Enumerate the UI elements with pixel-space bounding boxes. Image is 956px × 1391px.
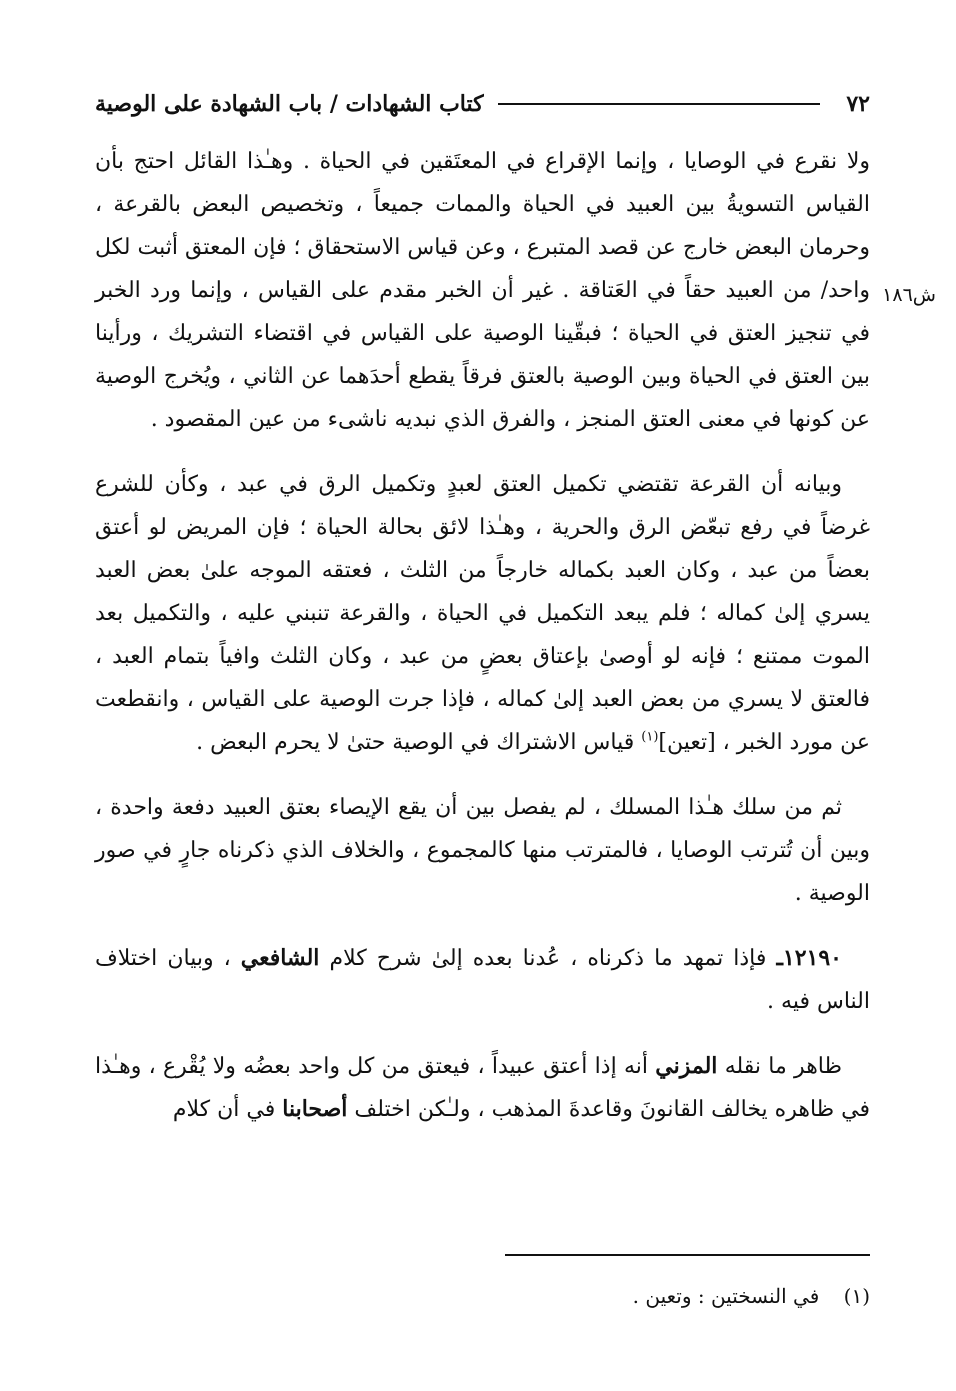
paragraph-2: [95, 463, 870, 764]
paragraph-number: ١٢١٩٠ـ: [776, 945, 842, 971]
name-shafii: الشافعي: [240, 945, 320, 971]
paragraph-5-text-a: ظاهر ما نقله: [717, 1054, 843, 1079]
paragraph-4: [95, 937, 870, 1023]
footnote-text: في النسختين : وتعين .: [632, 1284, 820, 1308]
header-rule: [498, 103, 821, 105]
page-header: [95, 88, 870, 120]
footnote-rule: [505, 1254, 870, 1256]
footnote: [500, 1284, 870, 1308]
paragraph-3: ثم من سلك هـٰذا المسلك ، لم يفصل بين أن يقع الإيصاء بعتق العبيد دفعة واحدة ، وبين أن تُترتب الوصايا ، فالمترتب منها كالمجموع ، والخلاف الذي ذكرناه جارٍ في صور الوصية .: [95, 795, 870, 906]
paragraph-2-text: وبيانه أن القرعة تقتضي تكميل العتق لعبدٍ وتكميل الرق في عبد ، وكأن للشرع غرضاً في رفع تبعّض الرق والحرية ، وهـٰذا لائق بحالة الحياة ؛ فإن المريض لو أعتق بعضاً من عبد ، وكان العبد بكماله خارجاً من الثلث ، فعتقه الموجه علىٰ بعض العبد يسري إلىٰ كماله ؛ فلم يبعد التكميل في الحياة ، والقرعة تنبني عليه ، والتكميل بعد الموت ممتنع ؛ فإنه لو أوصىٰ بإعتاق بعضٍ من عبد ، وكان الثلث وافياً بتمام العبد ، فالعتق لا يسري من بعض العبد إلىٰ كماله ، فإذا جرت الوصية على القياس ، وانقطعت عن مورد الخبر ، [تعين]: [95, 472, 870, 755]
paragraph-4-text-a: فإذا تمهد ما ذكرناه ، عُدنا بعده إلىٰ شرح كلام: [319, 946, 777, 971]
paragraph-5-text-b: أنه إذا أعتق عبيداً ، فيعتق من كل واحد بعضُه ولا يُقْرع ، وهـٰذا في ظاهره يخالف القانونَ وقاعدةَ المذهب ، ولـٰكن اختلف: [95, 1054, 870, 1122]
paragraph-1: ولا نقرع في الوصايا ، وإنما الإقراع في المعتَقين في الحياة . وهـٰذا القائل احتج بأن القياس التسويةُ بين العبيد في الحياة والممات جميعاً ، وتخصيص البعض بالقرعة ، وحرمان البعض خارج عن قصد المتبرع ، وعن قياس الاستحقاق ؛ فإن المعتق أثبت لكل واحد/ من العبيد حقاً في العَتاقة . غير أن الخبر مقدم على القياس ، وإنما ورد الخبر في تنجيز العتق في الحياة ؛ فبقّينا الوصية على القياس في اقتضاء التشريك ، ورأينا بين العتق في الحياة وبين الوصية بالعتق فرقاً يقطع أحدَهما عن الثاني ، ويُخرج الوصية عن كونها في معنى العتق المنجز ، والفرق الذي نبديه ناشىء من عين المقصود .: [95, 149, 870, 432]
paragraph-5: [95, 1045, 870, 1131]
name-ashabuna: أصحابنا: [282, 1096, 348, 1122]
page-number: ٧٢: [846, 91, 870, 117]
margin-note: ش١٨٦: [882, 284, 936, 306]
name-muzani: المزني: [655, 1053, 718, 1079]
paragraph-5-text-c: في أن كلام: [172, 1097, 283, 1122]
body-text: [95, 140, 870, 1153]
footnote-number: (١): [843, 1284, 870, 1308]
paragraph-4-text-b: ، وبيان اختلاف الناس فيه .: [95, 946, 870, 1014]
running-title: كتاب الشهادات / باب الشهادة على الوصية: [95, 91, 484, 117]
paragraph-2-tail: قياس الاشتراك في الوصية حتىٰ لا يحرم البعض .: [196, 730, 642, 755]
footnote-reference: (١): [641, 729, 659, 745]
